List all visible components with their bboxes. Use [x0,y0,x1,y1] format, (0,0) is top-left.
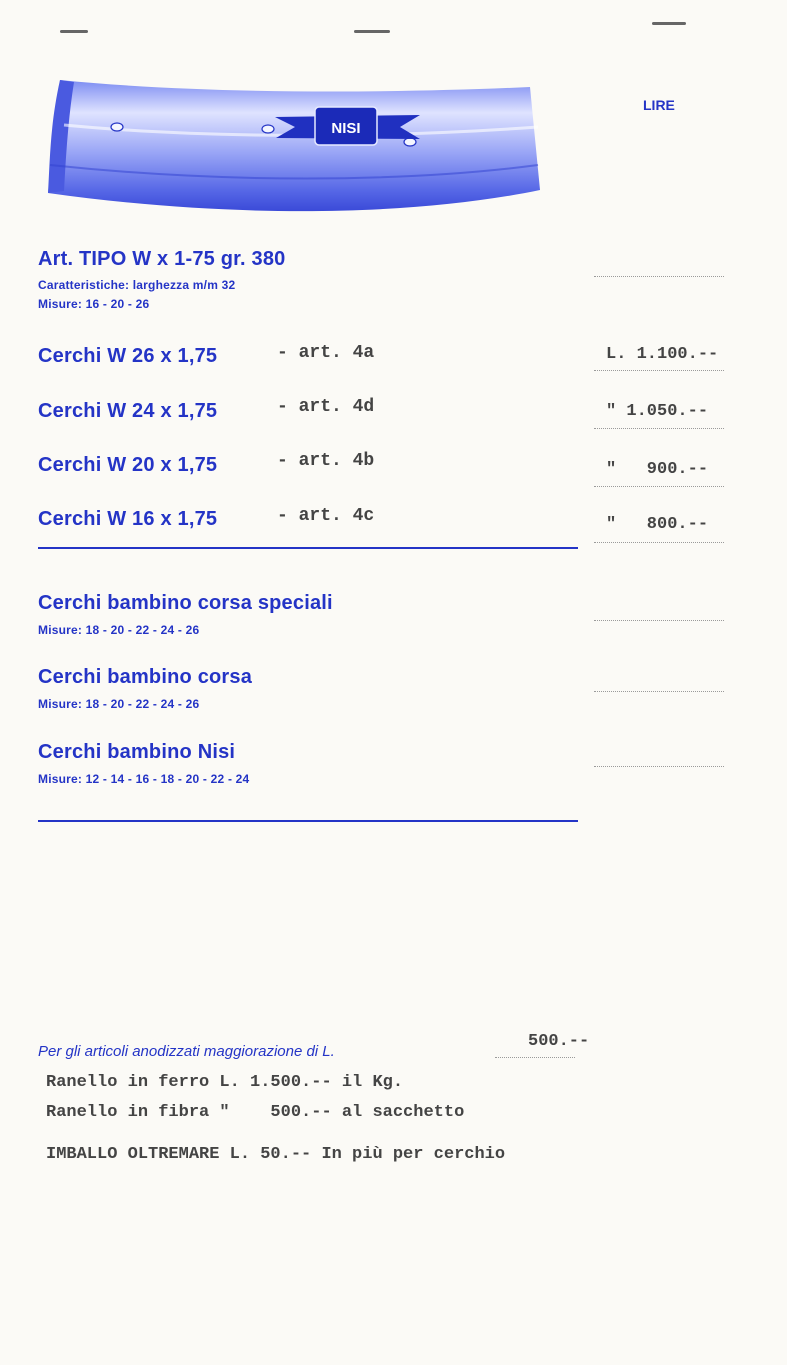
section-divider-top [38,547,578,549]
bambino-sizes-speciali: Misure: 18 - 20 - 22 - 24 - 26 [38,623,200,637]
tipo-price-line [594,276,724,277]
rim-article-26: - art. 4a [277,343,375,363]
bambino-title-corsa: Cerchi bambino corsa [38,666,253,688]
rim-price-16: " 800.-- [606,515,709,534]
anodized-value: 500.-- [528,1032,590,1051]
logo-text: NISI [331,120,361,137]
rim-name-24: Cerchi W 24 x 1,75 [38,400,218,422]
rim-price-20: " 900.-- [606,460,709,479]
bambino-title-nisi: Cerchi bambino Nisi [38,741,236,763]
spoke-hole-icon [111,123,123,131]
tipo-sizes: Misure: 16 - 20 - 26 [38,297,150,311]
binding-mark-center [354,30,390,33]
bambino-sizes-corsa: Misure: 18 - 20 - 22 - 24 - 26 [38,697,200,711]
typed-line-ferro: Ranello in ferro L. 1.500.-- il Kg. [46,1073,404,1092]
rim-illustration [40,65,550,230]
rim-name-16: Cerchi W 16 x 1,75 [38,508,218,530]
binding-mark-left [60,30,88,33]
anodized-note: Per gli articoli anodizzati maggiorazione di L. [38,1043,335,1060]
rim-price-24: " 1.050.-- [606,402,709,421]
section-divider-bottom [38,820,578,822]
lire-column-header: LIRE [643,97,675,113]
rim-name-26: Cerchi W 26 x 1,75 [38,345,218,367]
tipo-characteristics: Caratteristiche: larghezza m/m 32 [38,278,236,292]
typed-line-fibra: Ranello in fibra " 500.-- al sacchetto [46,1103,465,1122]
binding-mark-right [652,22,686,25]
rim-article-20: - art. 4b [277,451,375,471]
rim-name-20: Cerchi W 20 x 1,75 [38,454,218,476]
rim-price-26: L. 1.100.-- [606,345,719,364]
typed-line-imballo: IMBALLO OLTREMARE L. 50.-- In più per cerchio [46,1145,506,1164]
bambino-title-speciali: Cerchi bambino corsa speciali [38,592,333,614]
rim-article-16: - art. 4c [277,506,375,526]
rim-article-24: - art. 4d [277,397,375,417]
bambino-sizes-nisi: Misure: 12 - 14 - 16 - 18 - 20 - 22 - 24 [38,772,250,786]
tipo-title: Art. TIPO W x 1-75 gr. 380 [38,248,286,270]
